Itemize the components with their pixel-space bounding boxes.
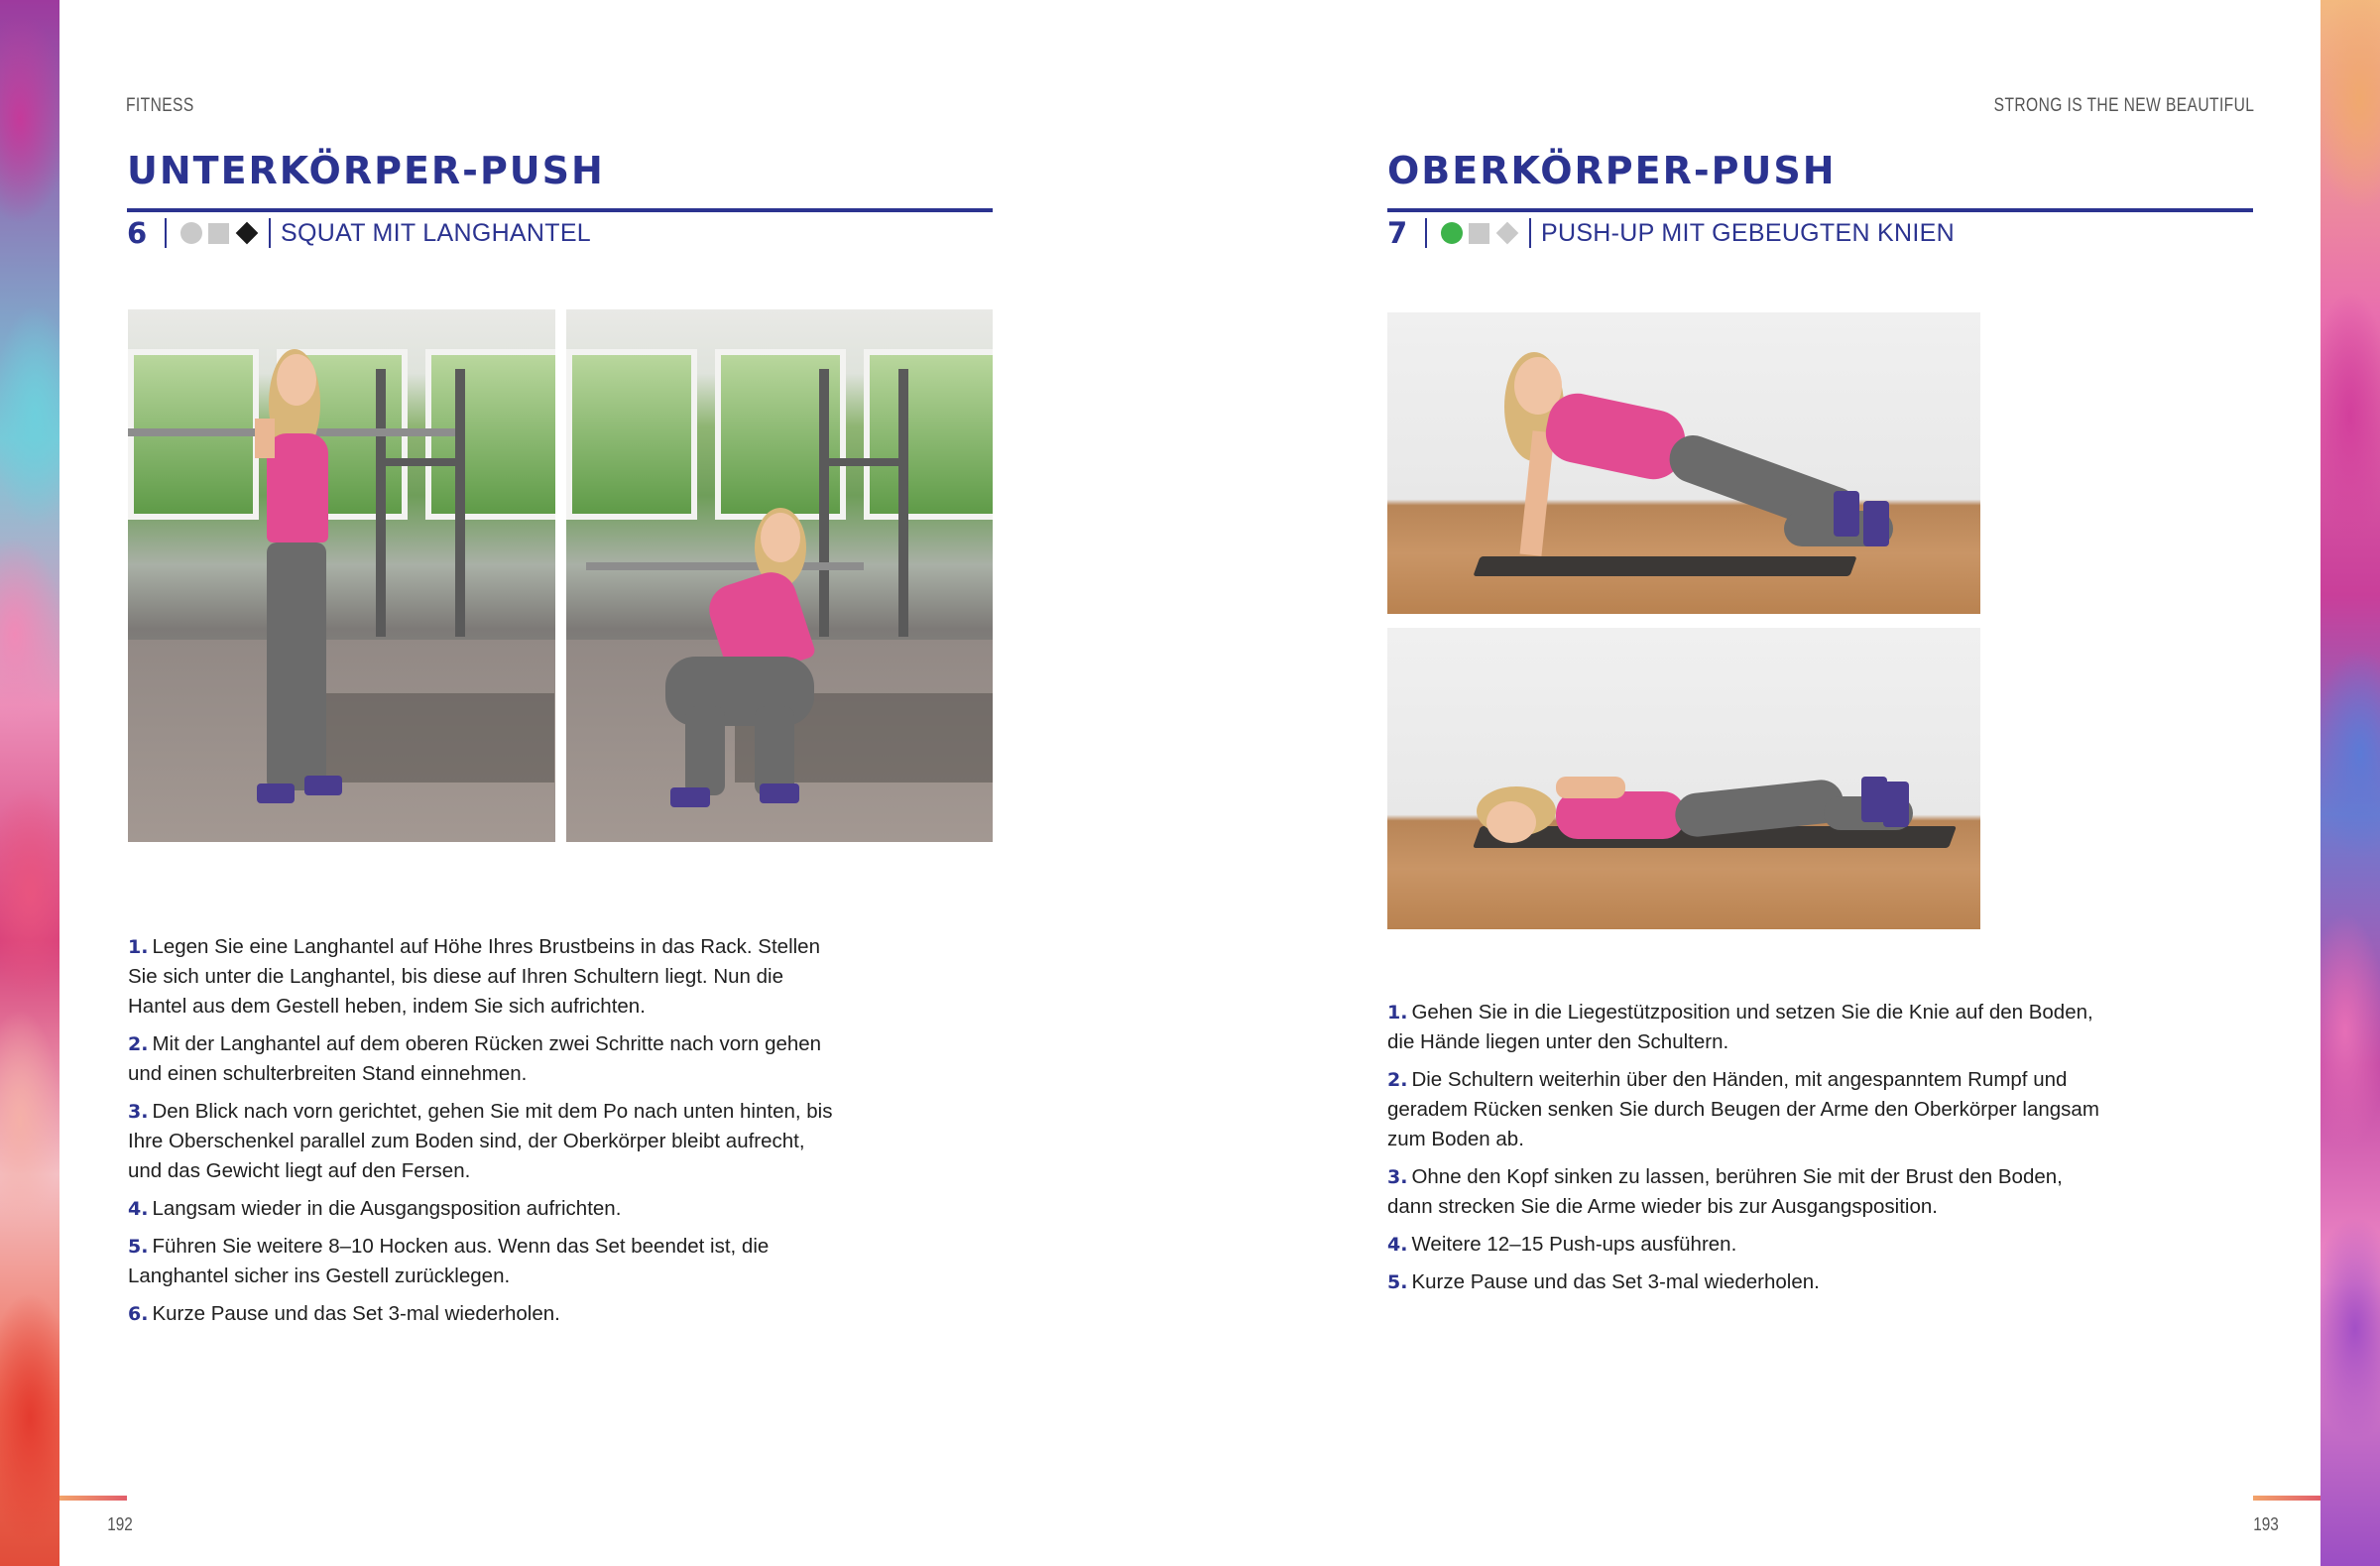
- instruction-step: 1. Gehen Sie in die Liegestützposition und setzen Sie die Knie auf den Boden, die Hände liegen unter den Schultern.: [1387, 1001, 2093, 1053]
- divider: [269, 218, 271, 248]
- instruction-step: 4. Langsam wieder in die Ausgangsposition aufrichten.: [128, 1197, 622, 1220]
- instruction-step: 2. Die Schultern weiterhin über den Händen, mit angespanntem Rumpf und geradem Rücken senken Sie durch Beugen der Arme den Oberkörper langsam zum Boden ab.: [1387, 1068, 2099, 1150]
- level-circle-icon: [1441, 222, 1463, 244]
- instruction-step: 4. Weitere 12–15 Push-ups ausführen.: [1387, 1233, 1737, 1256]
- level-diamond-icon: [236, 222, 259, 245]
- level-square-icon: [208, 223, 229, 244]
- instruction-step: 3. Ohne den Kopf sinken zu lassen, berühren Sie mit der Brust den Boden, dann strecken Sie die Arme wieder bis zur Ausgangsposition.: [1387, 1165, 2063, 1218]
- level-diamond-icon: [1496, 222, 1519, 245]
- photo-pushup-start: [1387, 312, 1980, 614]
- difficulty-indicator: [1441, 222, 1519, 244]
- instruction-list-left: [128, 932, 842, 1337]
- page-number-right: 193: [2253, 1514, 2279, 1534]
- title-rule-left: [127, 208, 993, 212]
- level-square-icon: [1469, 223, 1489, 244]
- exercise-number: 6: [127, 216, 148, 250]
- instruction-step: 3. Den Blick nach vorn gerichtet, gehen Sie mit dem Po nach unten hinten, bis Ihre Oberschenkel parallel zum Boden sind, der Oberkörper bleibt aufrecht, und das Gewicht liegt auf den Fersen.: [128, 1100, 833, 1182]
- page-number-accent-left: [60, 1496, 127, 1501]
- page-number-accent-right: [2253, 1496, 2320, 1501]
- photo-squat-start: [128, 309, 555, 842]
- instruction-step: 2. Mit der Langhantel auf dem oberen Rücken zwei Schritte nach vorn gehen und einen schulterbreiten Stand einnehmen.: [128, 1032, 822, 1085]
- photo-squat-bottom: [566, 309, 993, 842]
- page-number-left: 192: [107, 1514, 133, 1534]
- photo-pushup-bottom: [1387, 628, 1980, 929]
- title-rule-right: [1387, 208, 2253, 212]
- exercise-header-left: [127, 216, 591, 250]
- exercise-name: PUSH-UP MIT GEBEUGTEN KNIEN: [1541, 218, 1955, 247]
- divider: [165, 218, 167, 248]
- instruction-step: 6. Kurze Pause und das Set 3-mal wiederholen.: [128, 1302, 560, 1325]
- instruction-step: 5. Führen Sie weitere 8–10 Hocken aus. Wenn das Set beendet ist, die Langhantel sicher ins Gestell zurücklegen.: [128, 1235, 770, 1287]
- divider: [1529, 218, 1531, 248]
- watercolor-border-right: [2320, 0, 2380, 1566]
- divider: [1425, 218, 1427, 248]
- section-title-right: OBERKÖRPER-PUSH: [1387, 149, 1837, 192]
- section-title-left: UNTERKÖRPER-PUSH: [127, 149, 605, 192]
- exercise-number: 7: [1387, 216, 1408, 250]
- level-circle-icon: [180, 222, 202, 244]
- instruction-step: 5. Kurze Pause und das Set 3-mal wiederholen.: [1387, 1270, 1820, 1293]
- difficulty-indicator: [180, 222, 259, 244]
- instruction-step: 1. Legen Sie eine Langhantel auf Höhe Ihres Brustbeins in das Rack. Stellen Sie sich unter die Langhantel, bis diese auf Ihren Schultern liegt. Nun die Hantel aus dem Gestell heben, indem Sie sich aufrichten.: [128, 935, 820, 1018]
- exercise-header-right: [1387, 216, 1955, 250]
- exercise-name: SQUAT MIT LANGHANTEL: [281, 218, 592, 247]
- running-header-left: FITNESS: [126, 95, 194, 116]
- running-header-right: STRONG IS THE NEW BEAUTIFUL: [1993, 95, 2254, 116]
- watercolor-border-left: [0, 0, 60, 1566]
- instruction-list-right: [1387, 998, 2101, 1305]
